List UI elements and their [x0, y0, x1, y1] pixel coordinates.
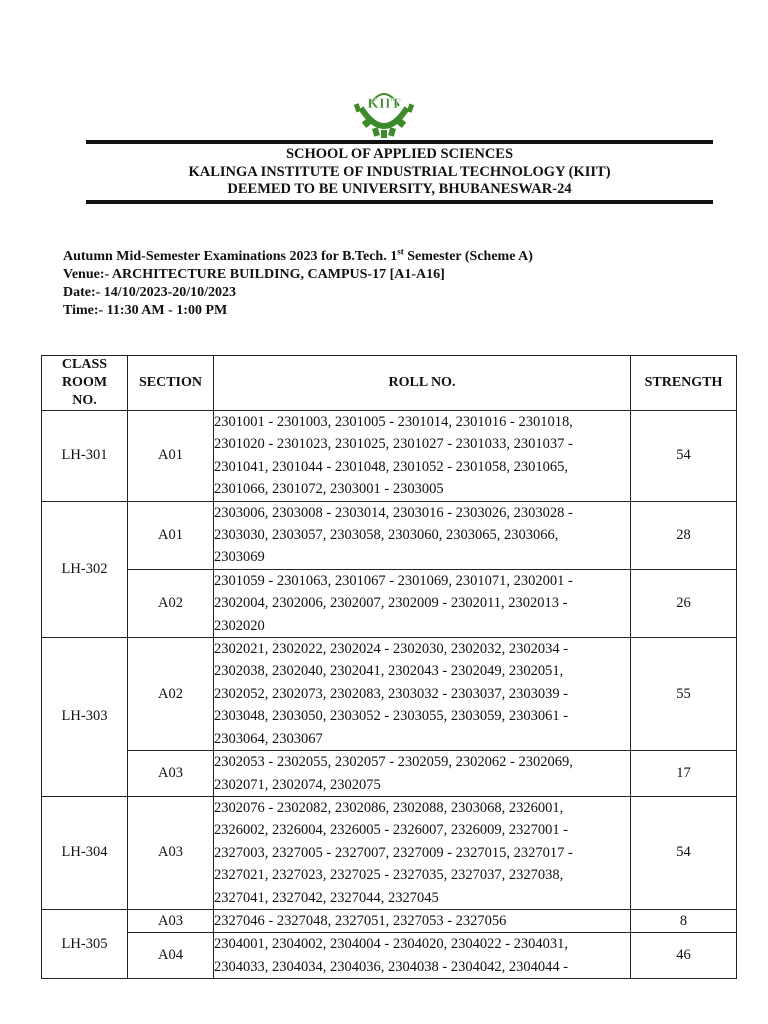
header-roll-no: ROLL NO. — [214, 356, 631, 411]
exam-venue: Venue:- ARCHITECTURE BUILDING, CAMPUS-17 [A1-A16] — [63, 267, 445, 282]
roll-cell: 2327046 - 2327048, 2327051, 2327053 - 2327056 — [214, 909, 631, 932]
section-cell: A03 — [128, 751, 214, 797]
roll-cell: 2301059 - 2301063, 2301067 - 2301069, 2301071, 2302001 - 2302004, 2302006, 2302007, 2302009 - 2302011, 2302013 - 2302020 — [214, 569, 631, 637]
table-row — [42, 501, 737, 569]
table-header-row — [42, 356, 737, 411]
exam-date: Date:- 14/10/2023-20/10/2023 — [63, 285, 237, 300]
strength-cell: 28 — [631, 501, 737, 569]
header-section: SECTION — [128, 356, 214, 411]
section-cell: A01 — [128, 411, 214, 502]
logo-lettering: KIIT — [367, 96, 401, 112]
room-cell: LH-304 — [42, 796, 128, 909]
header-class-room: CLASS ROOM NO. — [42, 356, 128, 411]
roll-cell: 2302076 - 2302082, 2302086, 2302088, 2303068, 2326001, 2326002, 2326004, 2326005 - 2326007, 2326009, 2327001 - 2327003, 2327005 - 2327007, 2327009 - 2327015, 2327017 - 2327021, 2327023, 2327025 - 2327035, 2327037, 2327038, 2327041, 2327042, 2327044, 2327045 — [214, 796, 631, 909]
strength-cell: 55 — [631, 638, 737, 751]
exam-details — [63, 248, 533, 320]
exam-time: Time:- 11:30 AM - 1:00 PM — [63, 303, 228, 318]
section-cell: A02 — [128, 569, 214, 637]
seating-table — [41, 355, 737, 979]
strength-cell: 17 — [631, 751, 737, 797]
roll-cell: 2301001 - 2301003, 2301005 - 2301014, 2301016 - 2301018, 2301020 - 2301023, 2301025, 2301027 - 2301033, 2301037 - 2301041, 2301044 - 2301048, 2301052 - 2301058, 2301065, 2301066, 2301072, 2303001 - 2303005 — [214, 411, 631, 502]
section-cell: A02 — [128, 638, 214, 751]
school-name: SCHOOL OF APPLIED SCIENCES — [285, 146, 514, 162]
exam-title: Autumn Mid-Semester Examinations 2023 for B.Tech. 1st Semester (Scheme A) — [63, 246, 533, 264]
kiit-logo — [349, 84, 419, 138]
table-row — [42, 796, 737, 909]
header-rule-bottom — [86, 200, 713, 204]
strength-cell: 26 — [631, 569, 737, 637]
table-row — [42, 933, 737, 979]
section-cell: A01 — [128, 501, 214, 569]
section-cell: A03 — [128, 909, 214, 932]
roll-cell: 2302021, 2302022, 2302024 - 2302030, 2302032, 2302034 - 2302038, 2302040, 2302041, 2302043 - 2302049, 2302051, 2302052, 2302073, 2302083, 2303032 - 2303037, 2303039 - 2303048, 2303050, 2303052 - 2303055, 2303059, 2303061 - 2303064, 2303067 — [214, 638, 631, 751]
roll-cell: 2304001, 2304002, 2304004 - 2304020, 2304022 - 2304031, 2304033, 2304034, 2304036, 2304038 - 2304042, 2304044 - — [214, 933, 631, 979]
header-strength: STRENGTH — [631, 356, 737, 411]
roll-cell: 2303006, 2303008 - 2303014, 2303016 - 2303026, 2303028 - 2303030, 2303057, 2303058, 2303060, 2303065, 2303066, 2303069 — [214, 501, 631, 569]
room-cell: LH-302 — [42, 501, 128, 637]
strength-cell: 46 — [631, 933, 737, 979]
room-cell: LH-301 — [42, 411, 128, 502]
institute-name: KALINGA INSTITUTE OF INDUSTRIAL TECHNOLOGY (KIIT) — [188, 163, 611, 180]
institution-header — [86, 146, 713, 199]
university-line: DEEMED TO BE UNIVERSITY, BHUBANESWAR-24 — [227, 181, 572, 197]
table-row — [42, 569, 737, 637]
room-cell: LH-305 — [42, 909, 128, 978]
table-row — [42, 638, 737, 751]
section-cell: A03 — [128, 796, 214, 909]
table-row — [42, 909, 737, 932]
header-rule-top — [86, 140, 713, 144]
table-row — [42, 411, 737, 502]
strength-cell: 54 — [631, 411, 737, 502]
room-cell: LH-303 — [42, 638, 128, 797]
roll-cell: 2302053 - 2302055, 2302057 - 2302059, 2302062 - 2302069, 2302071, 2302074, 2302075 — [214, 751, 631, 797]
table-row — [42, 751, 737, 797]
strength-cell: 8 — [631, 909, 737, 932]
strength-cell: 54 — [631, 796, 737, 909]
section-cell: A04 — [128, 933, 214, 979]
